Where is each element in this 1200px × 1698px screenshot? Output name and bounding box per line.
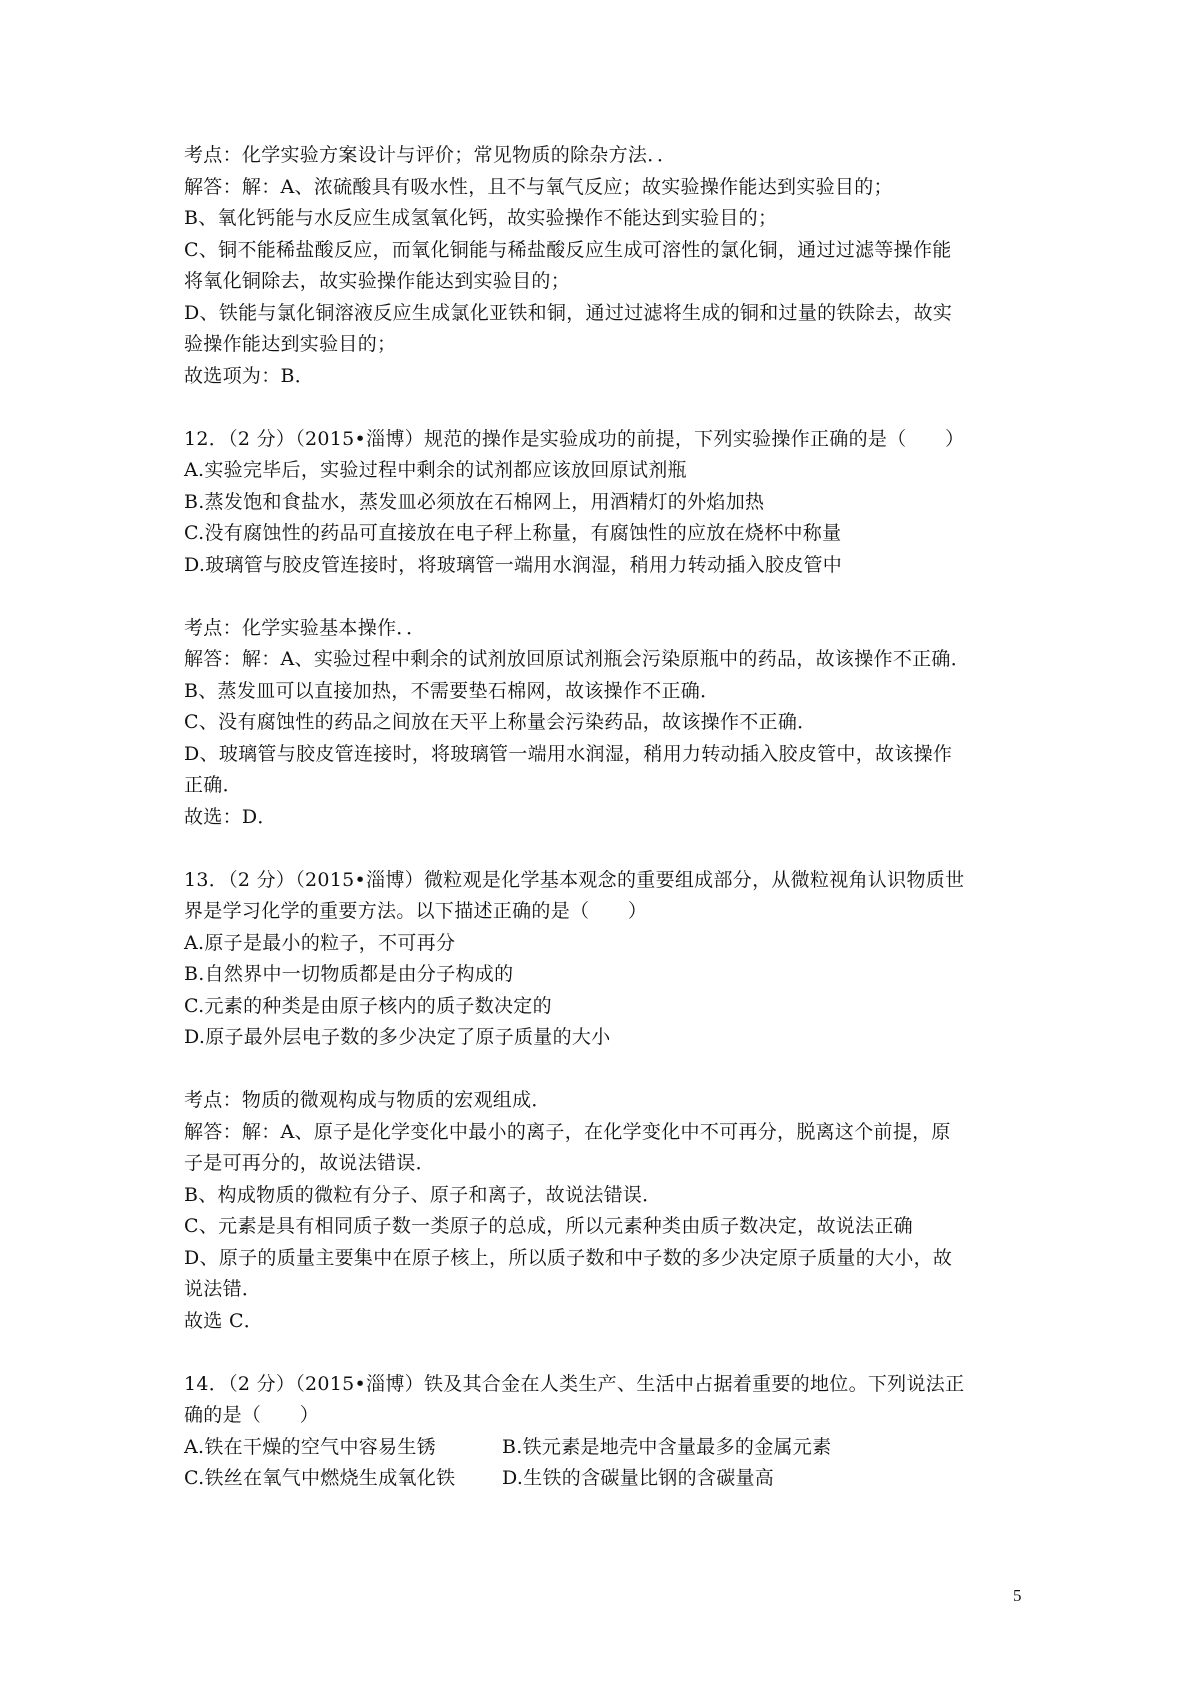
answer-line: 说法错． — [184, 1278, 262, 1300]
answer-line: 验操作能达到实验目的； — [184, 333, 397, 355]
question-stem: 12．（2 分）（2015•淄博）规范的操作是实验成功的前提，下列实验操作正确的是（ ） — [184, 427, 965, 450]
option-c: C.元素的种类是由原子核内的质子数决定的 — [184, 994, 552, 1017]
final-answer: 故选：D． — [184, 805, 277, 828]
question-12 — [184, 424, 1044, 582]
final-answer: 故选项为：B． — [184, 364, 315, 387]
q11-analysis — [184, 140, 1044, 392]
question-stem: 确的是（ ） — [184, 1404, 320, 1426]
answer-line: D、玻璃管与胶皮管连接时，将玻璃管一端用水润湿，稍用力转动插入胶皮管中，故该操作 — [184, 742, 953, 765]
option-b: B.自然界中一切物质都是由分子构成的 — [184, 963, 514, 985]
option-d: D.玻璃管与胶皮管连接时，将玻璃管一端用水润湿，稍用力转动插入胶皮管中 — [184, 553, 843, 576]
option-c: C.没有腐蚀性的药品可直接放在电子秤上称量，有腐蚀性的应放在烧杯中称量 — [184, 522, 842, 544]
question-stem: 14．（2 分）（2015•淄博）铁及其合金在人类生产、生活中占据着重要的地位。下列说法正 — [184, 1372, 965, 1395]
answer-line: B、氧化钙能与水反应生成氢氧化钙，故实验操作不能达到实验目的； — [184, 207, 778, 229]
option-a: A.原子是最小的粒子，不可再分 — [184, 931, 456, 954]
option-c: C.铁丝在氧气中燃烧生成氧化铁 — [184, 1467, 456, 1489]
answer-line: 解答：解：A、原子是化学变化中最小的离子，在化学变化中不可再分，脱离这个前提，原 — [184, 1120, 951, 1143]
answer-line: 正确． — [184, 774, 242, 796]
question-14 — [184, 1369, 1044, 1495]
option-d: D.原子最外层电子数的多少决定了原子质量的大小 — [184, 1026, 611, 1048]
final-answer: 故选 C． — [184, 1309, 264, 1332]
answer-line: C、元素是具有相同质子数一类原子的总成，所以元素种类由质子数决定，故说法正确 — [184, 1215, 913, 1237]
document-body — [184, 140, 1044, 1495]
answer-line: 解答：解：A、实验过程中剩余的试剂放回原试剂瓶会污染原瓶中的药品，故该操作不正确． — [184, 648, 971, 670]
answer-line: C、铜不能稀盐酸反应，而氧化铜能与稀盐酸反应生成可溶性的氯化铜，通过过滤等操作能 — [184, 238, 952, 261]
question-stem: 界是学习化学的重要方法。以下描述正确的是（ ） — [184, 900, 648, 922]
option-row — [184, 1432, 1044, 1464]
answer-line: D、原子的质量主要集中在原子核上，所以质子数和中子数的多少决定原子质量的大小，故 — [184, 1246, 953, 1269]
answer-line: 子是可再分的，故说法错误． — [184, 1152, 435, 1174]
answer-line: 将氧化铜除去，故实验操作能达到实验目的； — [184, 270, 571, 292]
question-stem: 13．（2 分）（2015•淄博）微粒观是化学基本观念的重要组成部分，从微粒视角认识物质世 — [184, 868, 965, 891]
knowledge-point: 考点：物质的微观构成与物质的宏观组成． — [184, 1089, 551, 1111]
answer-line: B、构成物质的微粒有分子、原子和离子，故说法错误． — [184, 1183, 662, 1206]
answer-line: B、蒸发皿可以直接加热，不需要垫石棉网，故该操作不正确． — [184, 679, 720, 702]
option-d: D.生铁的含碳量比钢的含碳量高 — [502, 1467, 775, 1489]
option-b: B.蒸发饱和食盐水，蒸发皿必须放在石棉网上，用酒精灯的外焰加热 — [184, 490, 765, 513]
option-a: A.实验完毕后，实验过程中剩余的试剂都应该放回原试剂瓶 — [184, 459, 687, 481]
answer-line: 解答：解：A、浓硫酸具有吸水性，且不与氧气反应；故实验操作能达到实验目的； — [184, 175, 893, 198]
knowledge-point: 考点：化学实验基本操作．． — [184, 616, 426, 639]
page-number: 5 — [1013, 1586, 1022, 1605]
option-row — [184, 1463, 1044, 1495]
answer-line: D、铁能与氯化铜溶液反应生成氯化亚铁和铜，通过过滤将生成的铜和过量的铁除去，故实 — [184, 301, 953, 324]
knowledge-point: 考点：化学实验方案设计与评价；常见物质的除杂方法．． — [184, 144, 677, 166]
option-b: B.铁元素是地壳中含量最多的金属元素 — [502, 1435, 832, 1458]
option-a: A.铁在干燥的空气中容易生锈 — [184, 1435, 436, 1458]
answer-line: C、没有腐蚀性的药品之间放在天平上称量会污染药品，故该操作不正确． — [184, 711, 817, 733]
question-13 — [184, 865, 1044, 1054]
q12-analysis — [184, 613, 1044, 834]
q13-analysis — [184, 1085, 1044, 1337]
